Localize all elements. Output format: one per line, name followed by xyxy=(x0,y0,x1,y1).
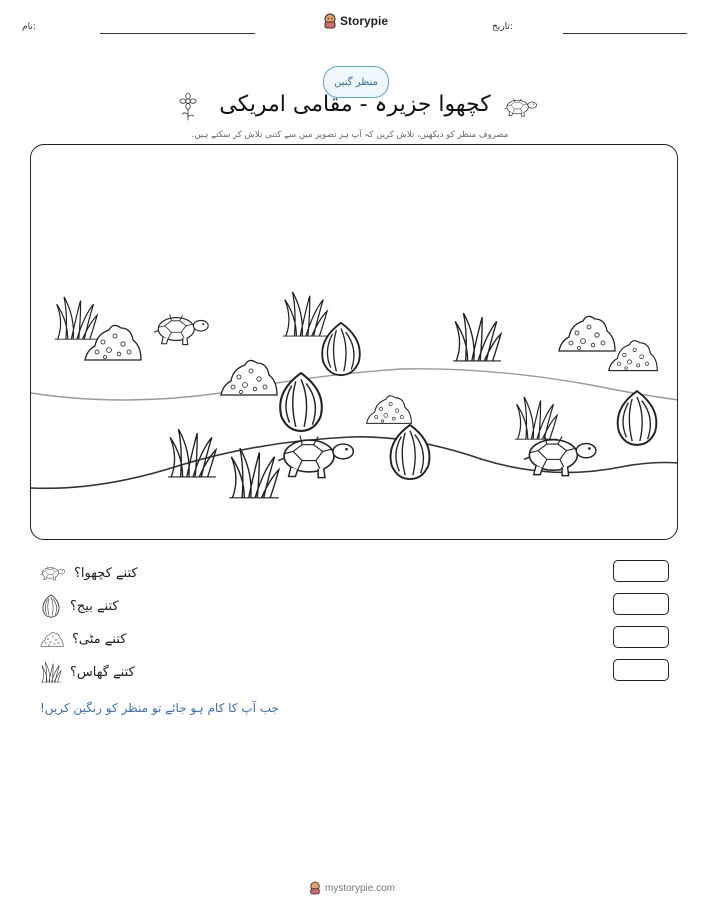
grass-icon xyxy=(40,661,62,683)
question-label: کتنے گھاس؟ xyxy=(70,664,135,680)
grass-6 xyxy=(229,448,279,498)
turtle-2 xyxy=(524,435,596,475)
turtle-title-icon xyxy=(504,96,538,118)
date-label: تاریخ: xyxy=(492,22,513,32)
name-label: نام: xyxy=(22,22,36,32)
back-ground-line xyxy=(31,369,678,400)
answer-box-seeds[interactable] xyxy=(613,593,669,615)
page-subtitle: مصروف منظر کو دیکھیں، تلاش کریں کہ آپ ہر تصویر میں سے کتنی تلاش کر سکتے ہیں. xyxy=(191,130,509,140)
seed-4 xyxy=(391,425,430,479)
flower-icon xyxy=(177,91,199,123)
grass-1 xyxy=(55,297,97,339)
activity-badge: منظر گنیں xyxy=(323,66,389,98)
answer-box-dirt[interactable] xyxy=(613,626,669,648)
brand-name: Storypie xyxy=(340,14,389,28)
site-footer xyxy=(309,881,395,895)
dirt-pile-2 xyxy=(559,316,615,351)
dirt-pile-3 xyxy=(609,341,658,371)
turtle-icon xyxy=(40,564,66,582)
question-turtles xyxy=(40,561,138,585)
coloring-instruction: جب آپ کا کام ہو جائے تو منظر کو رنگین کریں! xyxy=(40,701,279,715)
question-label: کتنے کچھوا؟ xyxy=(74,565,138,581)
question-label: کتنے مٹی؟ xyxy=(72,631,127,647)
answer-box-turtles[interactable] xyxy=(613,560,669,582)
question-dirt xyxy=(40,627,126,651)
storypie-logo-icon xyxy=(309,881,321,895)
storypie-logo-icon xyxy=(323,13,337,29)
dirt-pile-5 xyxy=(367,396,412,424)
turtle-1 xyxy=(154,314,208,344)
brand-logo xyxy=(323,13,388,29)
dirt-pile-1 xyxy=(85,325,141,360)
grass-3 xyxy=(453,313,501,361)
dirt-pile-icon xyxy=(40,630,64,648)
dirt-pile-4 xyxy=(221,360,277,395)
grass-2 xyxy=(283,292,327,336)
scene-picture xyxy=(30,144,678,540)
page-title: کچھوا جزیرہ - مقامی امریکی xyxy=(219,92,491,117)
answer-box-grass[interactable] xyxy=(613,659,669,681)
date-field[interactable] xyxy=(563,33,687,34)
seed-1 xyxy=(322,323,360,375)
name-field[interactable] xyxy=(100,33,255,34)
seed-3 xyxy=(618,391,657,445)
question-grass xyxy=(40,660,135,684)
grass-5 xyxy=(168,429,216,477)
question-label: کتنے بیج؟ xyxy=(70,598,119,614)
question-seeds xyxy=(40,594,119,618)
seed-icon xyxy=(40,594,62,618)
site-url[interactable]: mystorypie.com xyxy=(325,882,396,894)
grass-4 xyxy=(515,397,557,439)
scene-drawing xyxy=(31,145,678,540)
